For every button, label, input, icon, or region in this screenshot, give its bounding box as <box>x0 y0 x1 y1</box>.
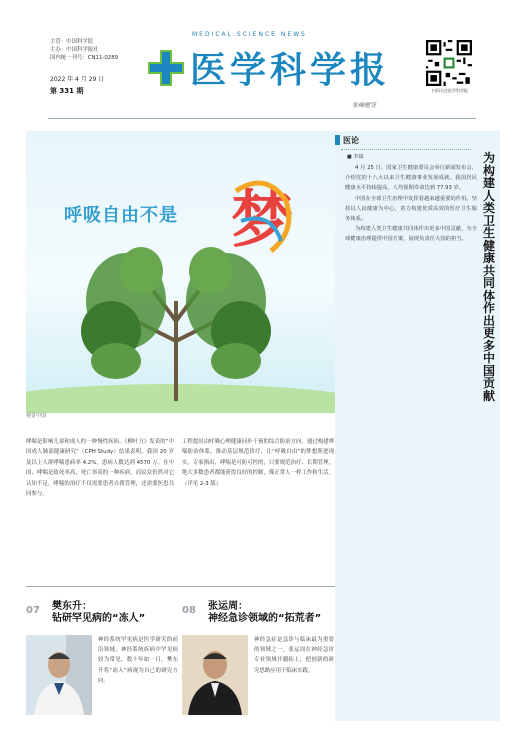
lead-article-col1: 哮喘是影响儿童和成人的一种慢性疾病。《柳叶刀》发表的“中国成人肺部健康研究”（CPH Study）结果表明，我国 20 岁及以上人群哮喘患病率 4.2%，患病人数达到 4570 万。在中国，哮喘是致死率高、死亡率高的一种疾病，而民众仍然对它认知不足。哮喘的治疗不仅需要患者自我管理，还需要医患共同参与。 <box>26 439 174 498</box>
commentary-panel <box>335 131 500 721</box>
title-signature: 张峰题签 <box>352 102 377 109</box>
hero-caption: 视觉中国 <box>26 413 47 419</box>
page-number: 07 <box>26 605 40 616</box>
masthead-rule <box>48 118 476 119</box>
paragraph: 中国在全球卫生治理中发挥着越来越重要的作用。坚持以人民健康为中心，着力构建优质高效的医疗卫生服务体系。 <box>345 195 477 223</box>
cross-logo-icon <box>146 48 186 88</box>
qr-code-icon[interactable] <box>426 40 472 86</box>
hero-title: 呼吸自由不是 <box>64 205 178 226</box>
english-title: MEDICAL SCIENCE NEWS <box>192 31 307 38</box>
portrait-photo <box>26 635 92 715</box>
issue-date: 2022 年 4 月 29 日 <box>50 76 105 83</box>
issue-number: 第 331 期 <box>50 87 84 95</box>
teaser-headline: 钻研罕见病的“冻人” <box>52 613 146 624</box>
qr-caption: 扫码关注医学科学报 <box>432 88 468 93</box>
teaser-name: 樊东升： <box>52 601 92 612</box>
dotted-rule <box>341 149 471 150</box>
hero-dream-glyph: 梦 <box>231 183 294 256</box>
teaser-body: 神经系统罕见病是医学研究的前沿领域，神经系统疾病中罕见病较为常见。数十年如一日，樊东升将“冻人”病视为自己的研究方向。 <box>98 637 178 684</box>
teaser-headline: 神经急诊领域的“拓荒者” <box>208 613 322 624</box>
byline: ■ 李斌 <box>347 154 364 160</box>
meta-line: 主管：中国科学院 <box>50 39 94 45</box>
teaser-body: 神经急症是急诊与临床最为重要的领域之一，张运周在神经急诊专业领域开疆拓土，把创新的研究思路应用于临床实践。 <box>254 637 334 674</box>
paragraph: 为构建人类卫生健康共同体作出更多中国贡献，为全球健康治理提供中国方案，展现负责任大国的担当。 <box>345 226 477 243</box>
lead-article-col2: 工程提出由呼吸心理健康同步干预的综合防治方向，通过构建哮喘防治体系、推动基层规范诊疗，让“呼吸自由”的梦想照进现实。专家指出，哮喘是可防可控的，只要规范治疗、长期管理，绝大多数患者都能获得良好的控制，像正常人一样工作和生活。（详见 2-3 版） <box>182 439 334 487</box>
masthead <box>0 0 524 118</box>
hero-illustration <box>26 131 335 413</box>
section-divider <box>26 586 335 587</box>
newspaper-title: 医学科学报 <box>190 49 391 91</box>
section-marker <box>335 135 340 145</box>
meta-line: 国内统一刊号：CN11-0289 <box>50 55 119 61</box>
section-label: 医论 <box>343 136 359 145</box>
paragraph: 4 月 25 日，国家卫生健康委员会举行新闻发布会，介绍党的十八大以来卫生健康事业发展成就。我国居民健康水平持续提高，人均预期寿命达到 77.93 岁。 <box>345 165 477 192</box>
meta-line: 主办：中国科学报社 <box>50 47 99 53</box>
teaser-name: 张运周： <box>208 601 248 612</box>
portrait-photo <box>182 635 248 715</box>
page-number: 08 <box>182 605 196 616</box>
masthead-meta <box>50 38 118 62</box>
lungs-tree-illustration <box>26 131 335 413</box>
commentary-text <box>345 163 477 245</box>
vertical-headline: 为构建人类卫生健康共同体作出更多中国贡献 <box>482 151 495 403</box>
